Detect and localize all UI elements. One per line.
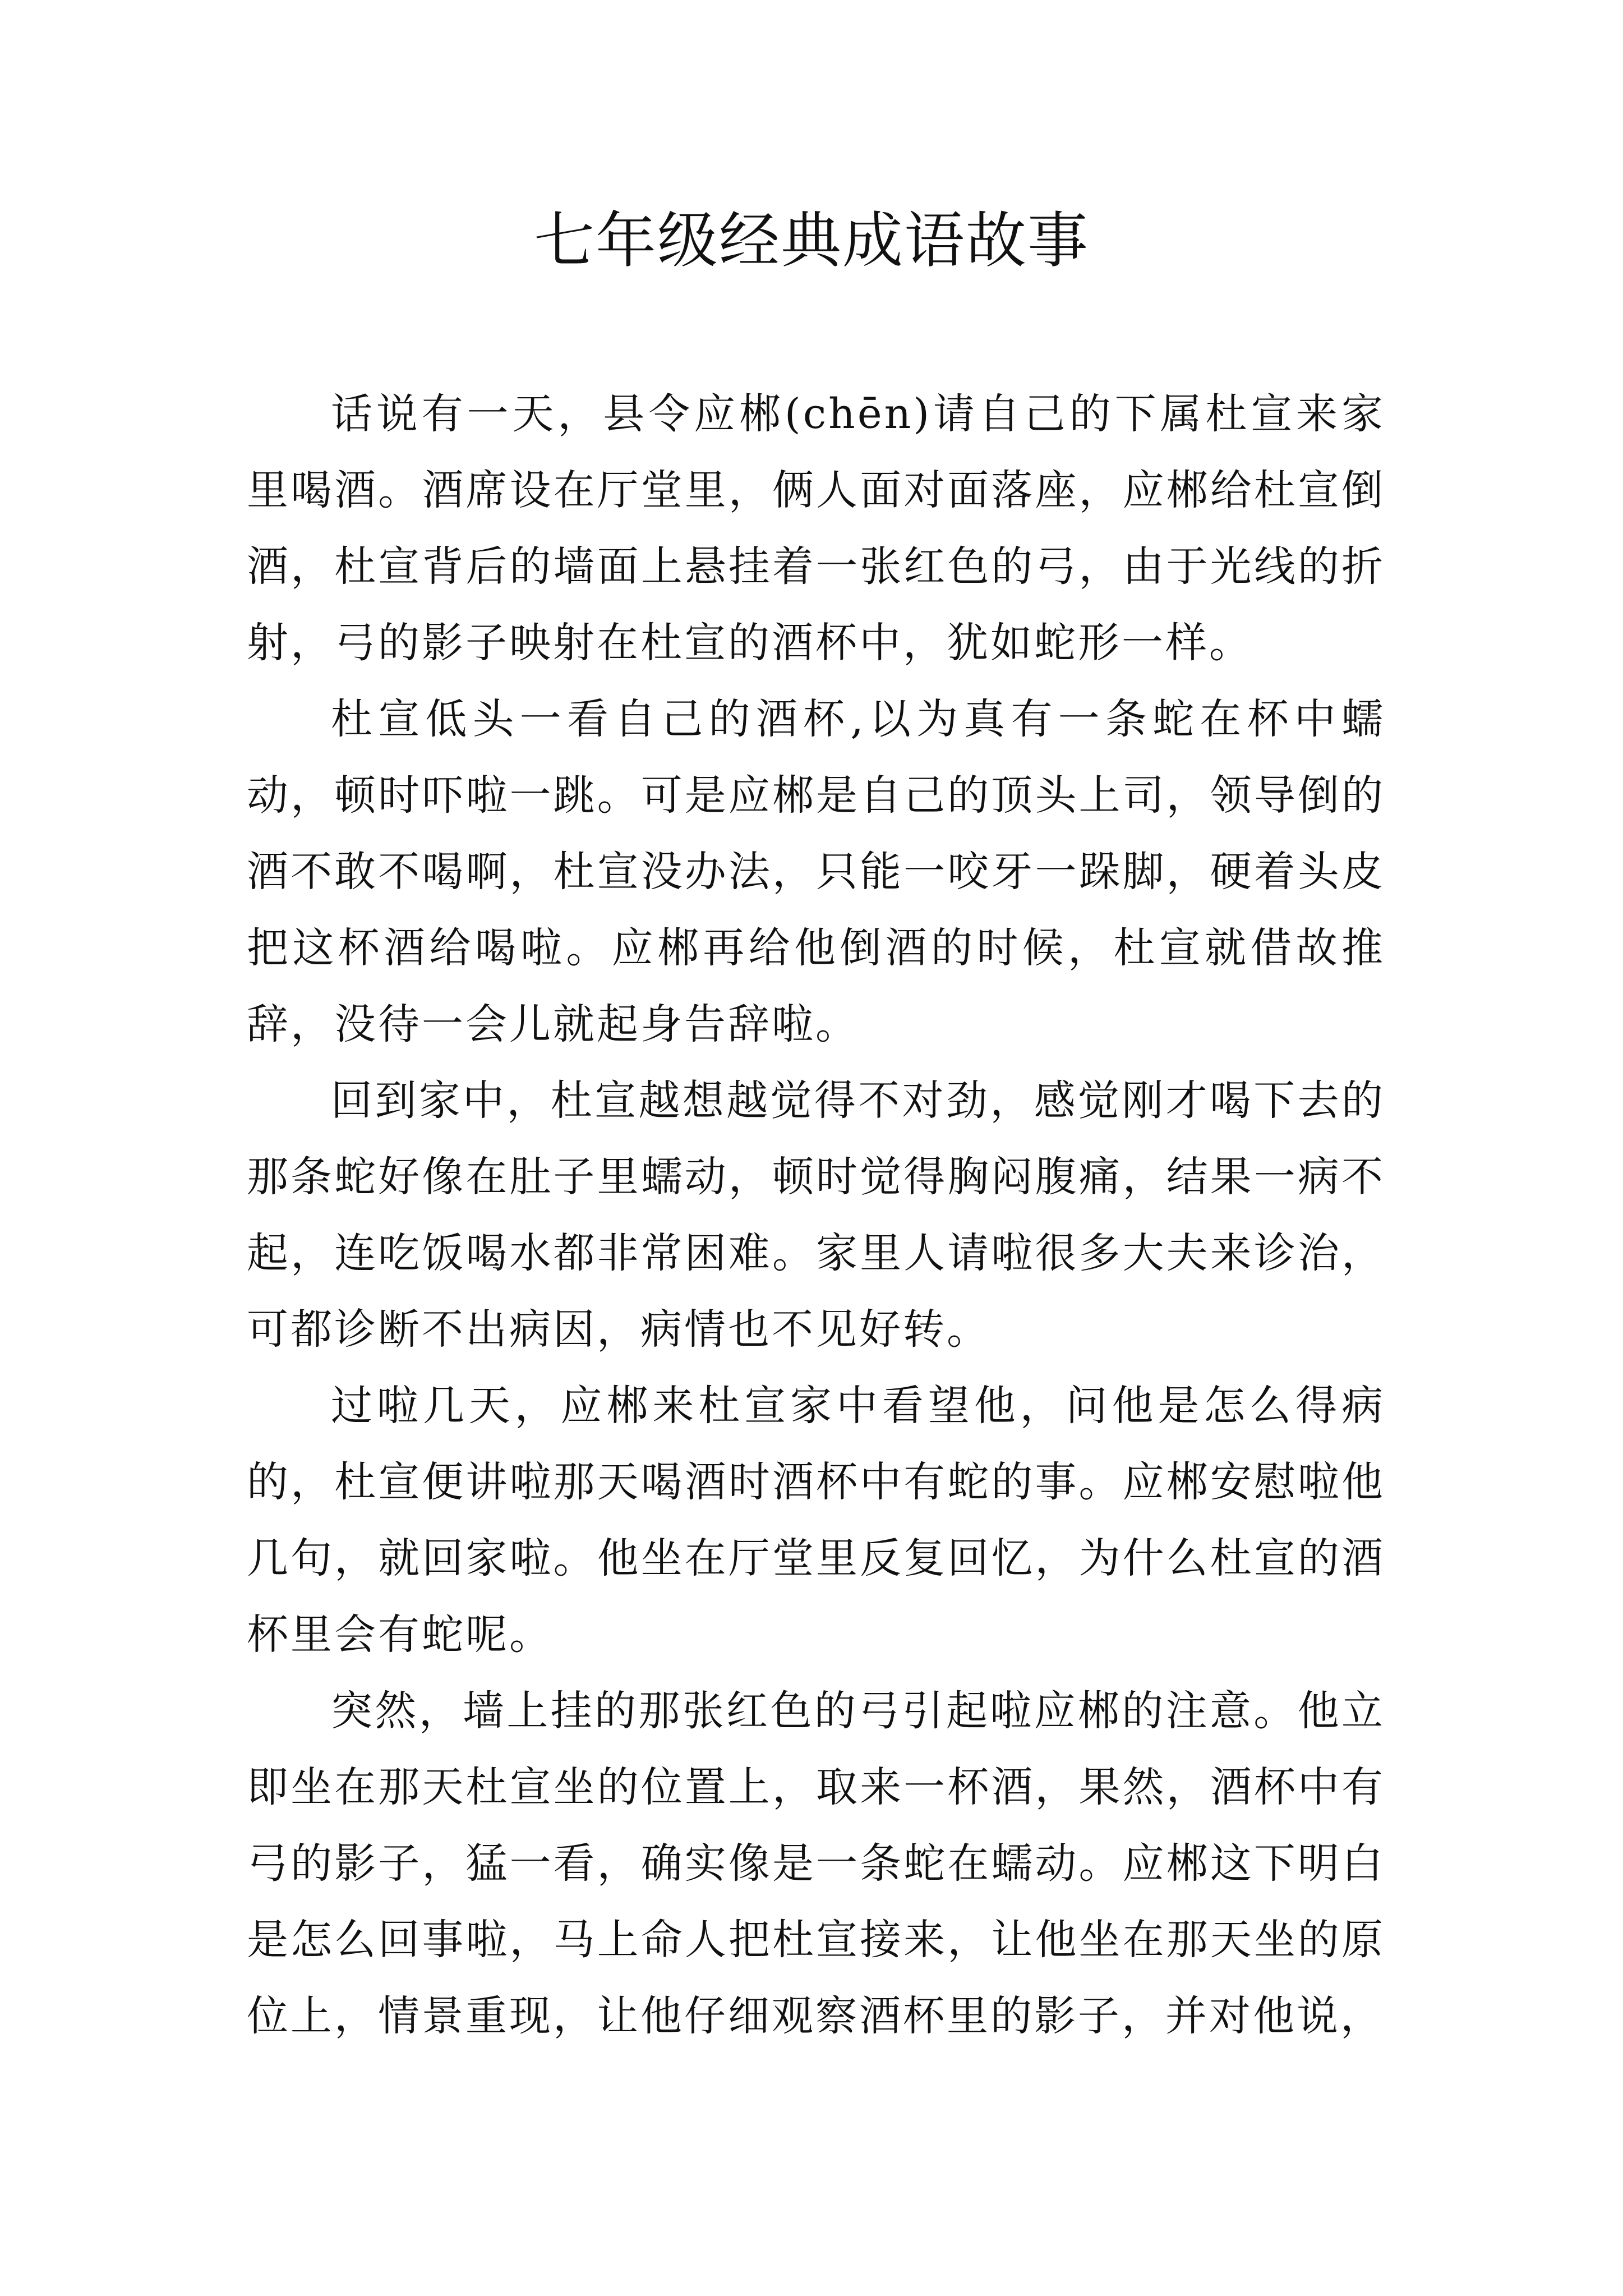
story-body xyxy=(247,376,1385,2054)
paragraph-5: 突然，墙上挂的那张红色的弓引起啦应郴的注意。他立即坐在那天杜宣坐的位置上，取来一杯酒，果然，酒杯中有弓的影子，猛一看，确实像是一条蛇在蠕动。应郴这下明白是怎么回事啦，马上命人把杜宣接来，让他坐在那天坐的原位上，情景重现，让他仔细观察酒杯里的影子，并对他说， xyxy=(247,1687,1385,2040)
paragraph-1: 话说有一天，县令应郴(chēn)请自己的下属杜宣来家里喝酒。酒席设在厅堂里，俩人面对面落座，应郴给杜宣倒酒，杜宣背后的墙面上悬挂着一张红色的弓，由于光线的折射，弓的影子映射在杜宣的酒杯中，犹如蛇形一样。 xyxy=(247,390,1385,667)
page-title: 七年级经典成语故事 xyxy=(533,206,1089,276)
paragraph-4: 过啦几天，应郴来杜宣家中看望他，问他是怎么得病的，杜宣便讲啦那天喝酒时酒杯中有蛇的事。应郴安慰啦他几句，就回家啦。他坐在厅堂里反复回忆，为什么杜宣的酒杯里会有蛇呢。 xyxy=(247,1382,1385,1659)
paragraph-3: 回到家中，杜宣越想越觉得不对劲，感觉刚才喝下去的那条蛇好像在肚子里蠕动，顿时觉得胸闷腹痛，结果一病不起，连吃饭喝水都非常困难。家里人请啦很多大夫来诊治，可都诊断不出病因，病情也不见好转。 xyxy=(247,1076,1385,1354)
paragraph-2: 杜宣低头一看自己的酒杯,以为真有一条蛇在杯中蠕动，顿时吓啦一跳。可是应郴是自己的顶头上司，领导倒的酒不敢不喝啊，杜宣没办法，只能一咬牙一跺脚，硬着头皮把这杯酒给喝啦。应郴再给他倒酒的时候，杜宣就借故推辞，没待一会儿就起身告辞啦。 xyxy=(247,695,1385,1048)
